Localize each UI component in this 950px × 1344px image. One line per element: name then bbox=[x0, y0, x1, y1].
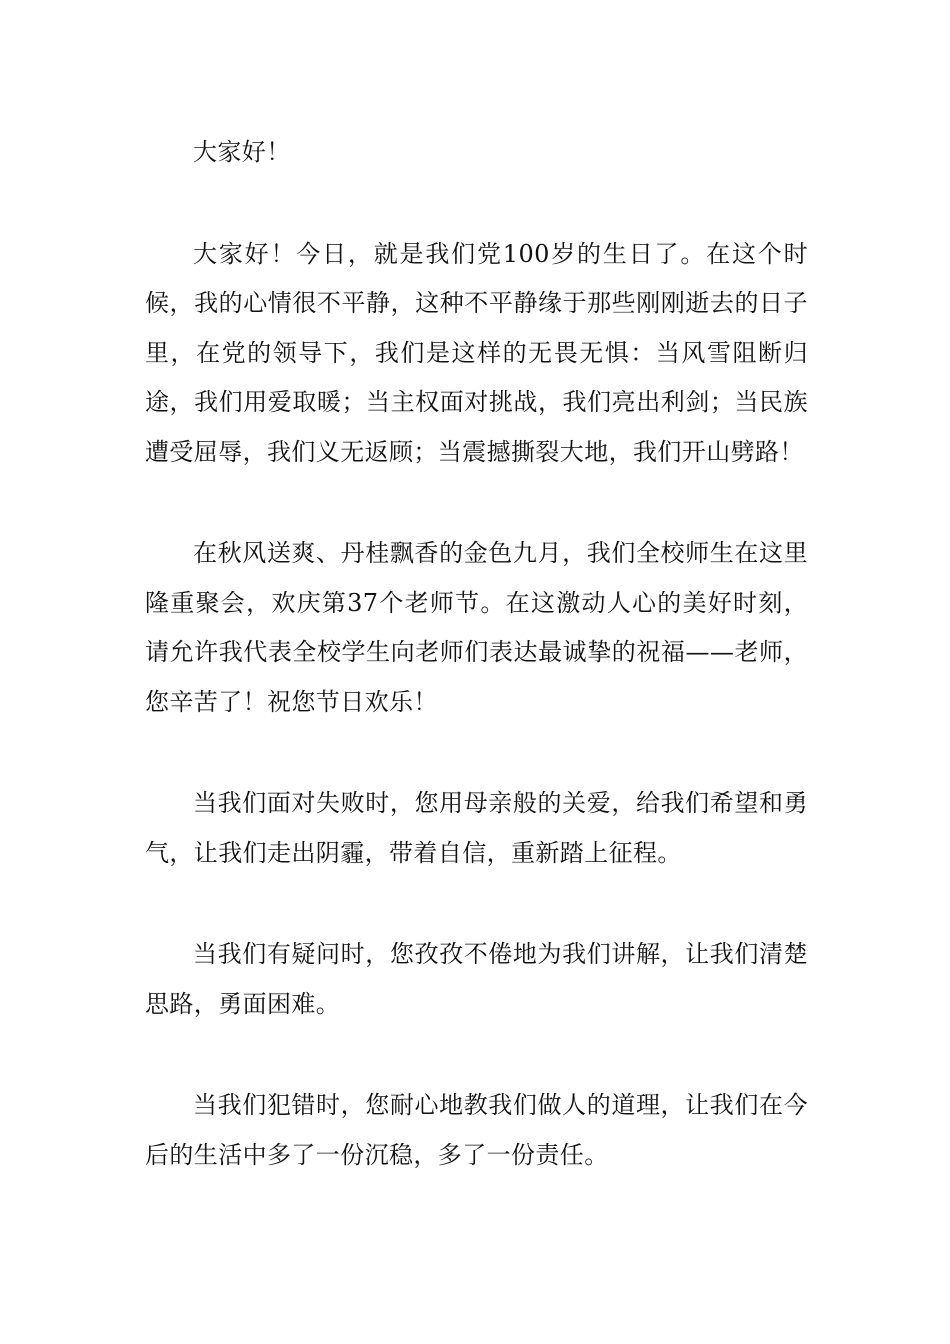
mistakes-paragraph: 当我们犯错时，您耐心地教我们做人的道理，让我们在今后的生活中多了一份沉稳，多了一份责任。 bbox=[145, 1091, 808, 1169]
document-body bbox=[145, 128, 808, 1180]
greeting-paragraph: 大家好！ bbox=[193, 138, 291, 166]
questions-paragraph: 当我们有疑问时，您孜孜不倦地为我们讲解，让我们清楚思路，勇面困难。 bbox=[145, 940, 808, 1018]
failure-paragraph: 当我们面对失败时，您用母亲般的关爱，给我们希望和勇气，让我们走出阴霾，带着自信，重新踏上征程。 bbox=[145, 789, 808, 867]
party-birthday-paragraph: 大家好！今日，就是我们党100岁的生日了。在这个时候，我的心情很不平静，这种不平静缘于那些刚刚逝去的日子里，在党的领导下，我们是这样的无畏无惧：当风雪阻断归途，我们用爱取暖；当主权面对挑战，我们亮出利剑；当民族遭受屈辱，我们义无返顾；当震撼撕裂大地，我们开山劈路！ bbox=[145, 239, 808, 466]
teachers-day-paragraph: 在秋风送爽、丹桂飘香的金色九月，我们全校师生在这里隆重聚会，欢庆第37个老师节。在这激动人心的美好时刻，请允许我代表全校学生向老师们表达最诚挚的祝福——老师，您辛苦了！祝您节日欢乐！ bbox=[145, 539, 808, 716]
